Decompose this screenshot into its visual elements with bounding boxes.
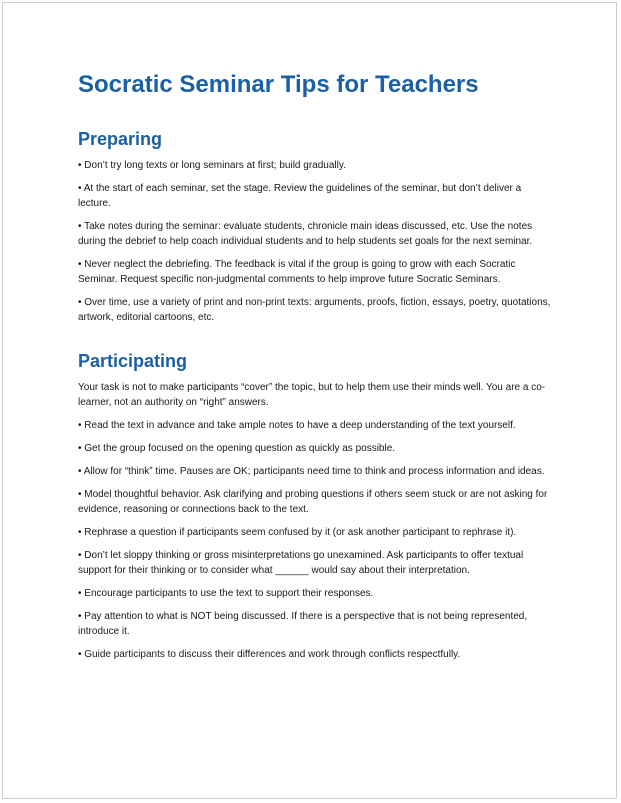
preparing-tip-5: • Over time, use a variety of print and non-print texts: arguments, proofs, fiction, essays, poetry, quotations, artwork, editorial cartoons, etc. xyxy=(78,297,551,323)
section-heading-preparing: Preparing xyxy=(78,129,163,149)
participating-tip-5: • Rephrase a question if participants seem confused by it (or ask another participant to rephrase it). xyxy=(78,527,517,538)
preparing-tip-3: • Take notes during the seminar: evaluate students, chronicle main ideas discussed, etc. Use the notes during the debrief to help coach individual students and to help students set goals for the next seminar. xyxy=(78,221,533,247)
document-title: Socratic Seminar Tips for Teachers xyxy=(78,71,479,98)
participating-intro: Your task is not to make participants “cover” the topic, but to help them use their minds well. You are a co-learner, not an authority on “right” answers. xyxy=(78,382,546,408)
preparing-tip-2: • At the start of each seminar, set the stage. Review the guidelines of the seminar, but don’t deliver a lecture. xyxy=(78,183,522,209)
preparing-tip-1: • Don’t try long texts or long seminars at first; build gradually. xyxy=(78,160,346,171)
participating-tip-9: • Guide participants to discuss their differences and work through conflicts respectfully. xyxy=(78,649,461,660)
document-content xyxy=(78,69,553,670)
participating-tip-3: • Allow for “think” time. Pauses are OK; participants need time to think and process information and ideas. xyxy=(78,466,545,477)
participating-tip-4: • Model thoughtful behavior. Ask clarifying and probing questions if others seem stuck or are not asking for evidence, reasoning or connections back to the text. xyxy=(78,489,548,515)
preparing-tip-4: • Never neglect the debriefing. The feedback is vital if the group is going to grow with each Socratic Seminar. Request specific non-judgmental comments to help improve future Socratic Seminars. xyxy=(78,259,516,285)
participating-tip-7: • Encourage participants to use the text to support their responses. xyxy=(78,588,374,599)
participating-tip-6: • Don’t let sloppy thinking or gross misinterpretations go unexamined. Ask participants to offer textual support for their thinking or to consider what ______ would say about their interpretation. xyxy=(78,550,524,576)
section-spacer xyxy=(78,333,553,350)
section-heading-participating: Participating xyxy=(78,351,188,371)
participating-tip-2: • Get the group focused on the opening question as quickly as possible. xyxy=(78,443,396,454)
document-page xyxy=(2,2,617,799)
participating-tip-8: • Pay attention to what is NOT being discussed. If there is a perspective that is not being represented, introduce it. xyxy=(78,611,528,637)
participating-tip-1: • Read the text in advance and take ample notes to have a deep understanding of the text yourself. xyxy=(78,420,516,431)
